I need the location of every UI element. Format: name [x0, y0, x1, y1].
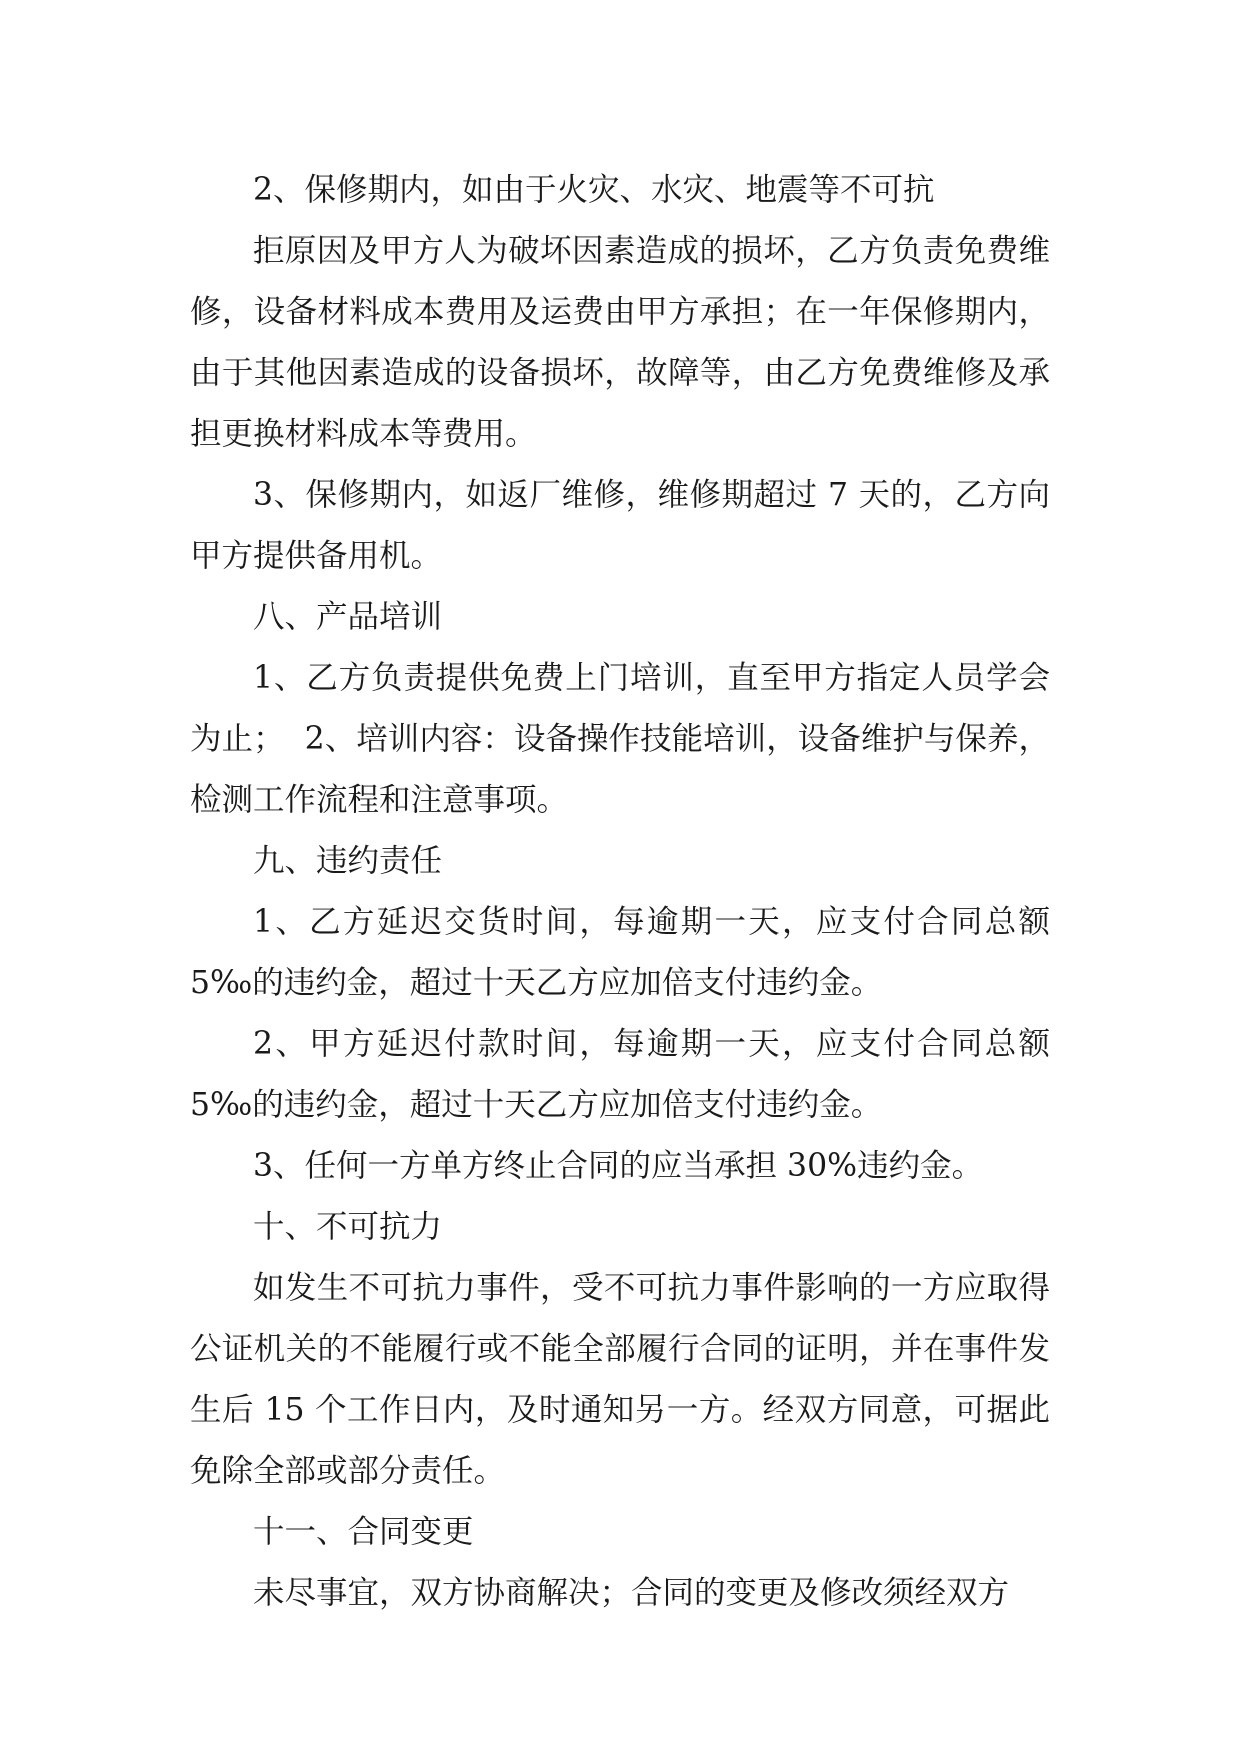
paragraph-warranty-3: 3、保修期内，如返厂维修，维修期超过 7 天的，乙方向甲方提供备用机。: [190, 477, 1050, 574]
section-heading-liability: 九、违约责任: [253, 843, 443, 879]
paragraph-warranty-2: 2、保修期内，如由于火灾、水灾、地震等不可抗: [253, 172, 935, 208]
paragraph-liability-3: 3、任何一方单方终止合同的应当承担 30%违约金。: [253, 1148, 984, 1184]
paragraph-force-majeure: 如发生不可抗力事件，受不可抗力事件影响的一方应取得公证机关的不能履行或不能全部履行合同的证明，并在事件发生后 15 个工作日内，及时通知另一方。经双方同意，可据此免除全部或部分责任。: [190, 1270, 1050, 1489]
document-body: [190, 160, 1050, 1624]
section-heading-training: 八、产品培训: [253, 599, 443, 635]
section-heading-contract-change: 十一、合同变更: [253, 1514, 474, 1550]
paragraph-liability-2: 2、甲方延迟付款时间，每逾期一天，应支付合同总额5‰的违约金，超过十天乙方应加倍支付违约金。: [190, 1026, 1050, 1123]
paragraph-contract-change: 未尽事宜，双方协商解决；合同的变更及修改须经双方: [253, 1575, 1010, 1611]
paragraph-warranty-2-continued: 拒原因及甲方人为破坏因素造成的损坏，乙方负责免费维修，设备材料成本费用及运费由甲方承担；在一年保修期内，由于其他因素造成的设备损坏，故障等，由乙方免费维修及承担更换材料成本等费用。: [190, 233, 1050, 452]
section-heading-force-majeure: 十、不可抗力: [253, 1209, 443, 1245]
paragraph-training-1-2: 1、乙方负责提供免费上门培训，直至甲方指定人员学会为止； 2、培训内容：设备操作技能培训，设备维护与保养，检测工作流程和注意事项。: [190, 660, 1050, 818]
paragraph-liability-1: 1、乙方延迟交货时间，每逾期一天，应支付合同总额5‰的违约金，超过十天乙方应加倍支付违约金。: [190, 904, 1050, 1001]
